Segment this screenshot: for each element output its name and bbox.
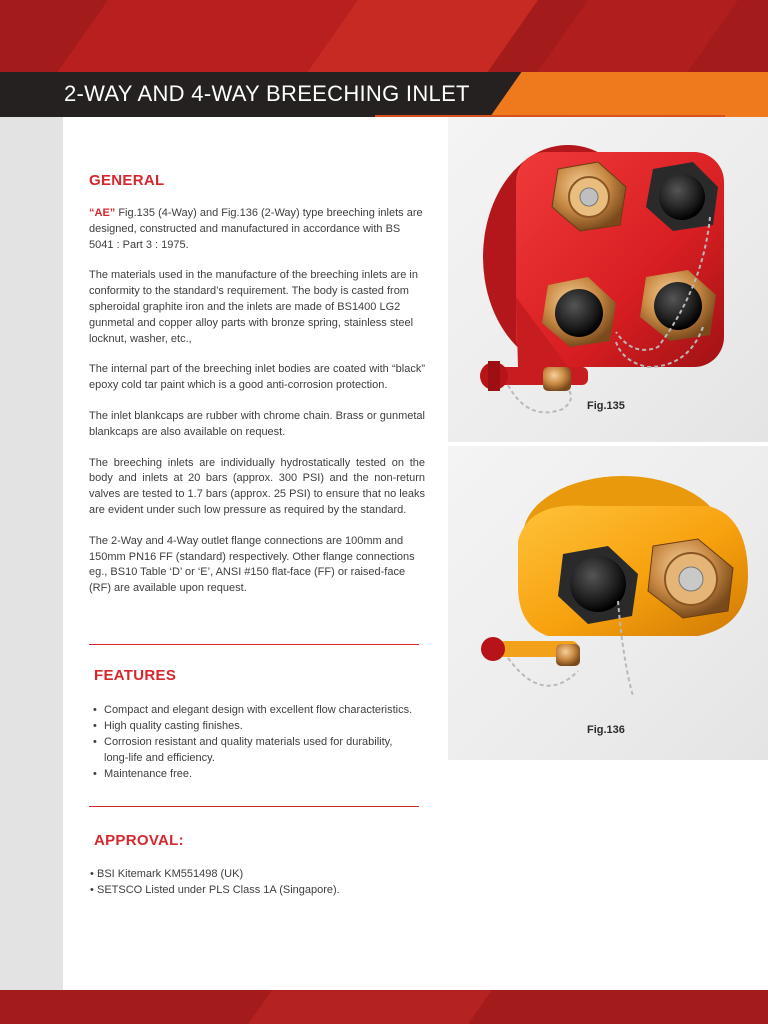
list-item-text: Maintenance free. <box>104 768 193 780</box>
general-paragraph-2: The materials used in the manufacture of the breeching inlets are in conformity to the standard’s requirement. The body is casted from spheroidal graphite iron and the inlets are made of BS1400 LG2 gunmetal and copper alloy parts with bronze spring, stainless steel locknut, washer, etc., <box>89 269 418 345</box>
bottom-banner <box>0 990 768 1024</box>
breeching-inlet-4way-image <box>448 117 768 442</box>
general-section <box>89 206 425 597</box>
list-item <box>93 718 438 734</box>
title-bar-accent <box>490 72 768 117</box>
bullet-icon: • <box>93 736 97 748</box>
section-divider <box>89 806 419 807</box>
list-item <box>90 866 430 882</box>
list-item <box>93 734 438 766</box>
general-paragraph-1 <box>89 206 425 253</box>
fig136-caption: Fig.136 <box>587 724 625 736</box>
bullet-icon: • <box>93 768 97 780</box>
list-item-text: Corrosion resistant and quality materials used for durability, long-life and efficiency. <box>104 736 393 764</box>
list-item-text: SETSCO Listed under PLS Class 1A (Singapore). <box>97 884 340 896</box>
bullet-icon: • <box>90 868 94 880</box>
general-heading: GENERAL <box>89 172 165 189</box>
general-paragraph-1-text: Fig.135 (4-Way) and Fig.136 (2-Way) type breeching inlets are designed, constructed and manufactured in accordance with BS 5041 : Part 3 : 1975. <box>89 207 423 251</box>
fig136-photo <box>448 446 768 760</box>
general-paragraph-4: The inlet blankcaps are rubber with chrome chain. Brass or gunmetal blankcaps are also available on request. <box>89 409 425 438</box>
bullet-icon: • <box>93 720 97 732</box>
brand-ae: “AE” <box>89 207 116 219</box>
list-item-text: Compact and elegant design with excellent flow characteristics. <box>104 704 413 716</box>
list-item <box>93 702 438 718</box>
list-item-text: BSI Kitemark KM551498 (UK) <box>97 868 244 880</box>
fig135-photo <box>448 117 768 442</box>
section-divider <box>89 644 419 645</box>
approval-list <box>90 866 430 898</box>
breeching-inlet-2way-image <box>448 446 768 760</box>
bullet-icon: • <box>93 704 97 716</box>
features-list <box>93 702 438 782</box>
general-paragraph-6: The 2-Way and 4-Way outlet flange connections are 100mm and 150mm PN16 FF (standard) respectively. Other flange connections eg., BS10 Table ‘D’ or ‘E’, ANSI #150 flat-face (FF) or raised-face (RF) are available upon request. <box>89 534 415 595</box>
banner-stripe <box>504 0 766 75</box>
bullet-icon: • <box>90 884 94 896</box>
list-item-text: High quality casting finishes. <box>104 720 243 732</box>
features-heading: FEATURES <box>94 667 177 684</box>
general-paragraph-3: The internal part of the breeching inlet bodies are coated with “black” epoxy cold tar paint which is a good anti-corrosion protection. <box>89 363 425 392</box>
banner-stripe <box>248 990 492 1024</box>
list-item <box>93 766 438 782</box>
left-margin-bar <box>0 117 63 990</box>
page-title: 2-WAY AND 4-WAY BREECHING INLET <box>64 81 470 106</box>
fig135-caption: Fig.135 <box>587 400 625 412</box>
general-paragraph-5: The breeching inlets are individually hydrostatically tested on the body and inlets at 20 bars (approx. 300 PSI) and the non-return valves are tested to 1.7 bars (approx. 25 PSI) to ensure that no leaks are evident under such low pressure as required by the standard. <box>89 456 425 516</box>
top-banner <box>0 0 768 75</box>
approval-heading: APPROVAL: <box>94 832 184 849</box>
list-item <box>90 882 430 898</box>
